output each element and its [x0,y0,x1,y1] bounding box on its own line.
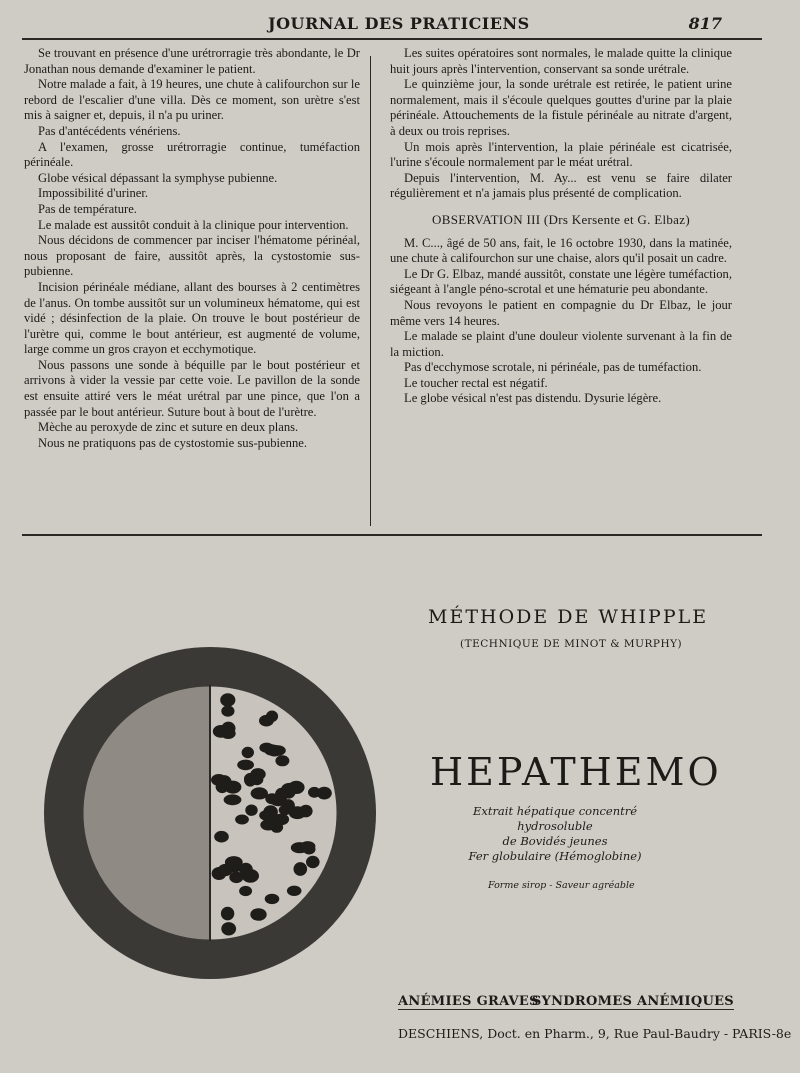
ad-subtitle: (TECHNIQUE DE MINOT & MURPHY) [460,638,683,650]
paragraph: Le quinzième jour, la sonde urétrale est retirée, le patient urine normalement, mais il s'écoule quelques gouttes d'urine par la plaie périnéale. Attouchements de la fistule périnéale au nitrate d'argent, à deux ou trois reprises. [390,77,732,138]
blood-cell [224,794,242,805]
blood-cell [239,886,252,896]
running-head: JOURNAL DES PRATICIENS [268,14,530,33]
blood-cell [308,787,321,798]
blood-cell [294,862,308,876]
indication-left: ANÉMIES GRAVES [398,994,539,1009]
article-end-rule [22,534,762,536]
paragraph: Pas de température. [38,201,137,216]
paragraph: Nous revoyons le patient en compagnie du Dr Elbaz, le jour même vers 14 heures. [390,297,732,328]
paragraph: Depuis l'intervention, M. Ay... est venu se faire dilater régulièrement et n'a jamais plus présenté de complication. [390,170,732,201]
paragraph: Pas d'ecchymose scrotale, ni périnéale, pas de tuméfaction. [404,360,702,375]
right-column [390,46,732,407]
blood-cell [287,886,302,896]
paragraph: A l'examen, grosse urétrorragie continue, tuméfaction périnéale. [24,139,360,170]
blood-cell [250,908,266,921]
paragraph: Nous décidons de commencer par inciser l'hématome périnéal, nous proposant de faire, aussitôt après, la cystostomie sus-pubienne. [24,233,360,279]
paragraph: Incision périnéale médiane, allant des bourses à 2 centimètres de l'anus. On tombe aussitôt sur un volumineux hématome, qui est vidé ; désinfection de la plaie. On trouve le bout postérieur de l'urètre qui, comme le bout antérieur, est augmenté de volume, large comme un gros crayon et ecchymotique. [24,279,360,357]
blood-cell [306,856,320,868]
blood-cell [300,841,315,851]
blood-cell [224,781,241,794]
paragraph: M. C..., âgé de 50 ans, fait, le 16 octobre 1930, dans la matinée, une chute à califourchon sur une chaise, alors qu'il posait un cadre. [390,235,732,266]
paragraph: Nous ne pratiquons pas de cystostomie sus-pubienne. [38,435,307,450]
paragraph: Se trouvant en présence d'une urétrorragie très abondante, le Dr Jonathan nous demande d'examiner le patient. [24,46,360,76]
blood-cell [270,793,287,806]
blood-cell [274,814,290,826]
page-number: 817 [688,14,722,33]
blood-cell [251,787,268,799]
blood-cell [235,815,249,825]
ad-description [440,804,670,864]
paragraph: Le toucher rectal est négatif. [404,375,548,390]
blood-cell [221,722,235,736]
ad-address: DESCHIENS, Doct. en Pharm., 9, Rue Paul-Baudry - PARIS-8e [398,1026,792,1041]
page-header [0,14,800,36]
ad-form: Forme sirop - Saveur agréable [488,880,635,891]
paragraph: Notre malade a fait, à 19 heures, une chute à califourchon sur le rebord de l'escalier d'une villa. Dès ce moment, son urètre s'est mis à saigner et, depuis, il n'a pu uriner. [24,77,360,123]
blood-cell [259,715,274,727]
blood-cell [220,693,235,706]
blood-cell [259,743,273,753]
blood-cell [281,783,298,794]
ad-description-line: Extrait hépatique concentré hydrosoluble [472,804,638,833]
blood-cell [275,755,289,766]
ad-title: MÉTHODE DE WHIPPLE [428,606,709,628]
blood-cell [242,747,254,758]
paragraph: Pas d'antécédents vénériens. [38,123,181,138]
paragraph: Le globe vésical n'est pas distendu. Dysurie légère. [404,391,662,406]
blood-cell [250,768,265,780]
header-rule [22,38,762,40]
paragraph: Un mois après l'intervention, la plaie périnéale est cicatrisée, l'urine s'écoule normalement par le méat urétral. [390,139,732,170]
indication-right: SYNDROMES ANÉMIQUES [531,994,734,1009]
blood-cell [214,831,229,843]
ad-description-line: de Bovidés jeunes [502,834,608,848]
paragraph: Le malade se plaint d'une douleur violente survenant à la fin de la miction. [390,329,732,359]
blood-cell [221,706,234,717]
blood-cells-microscope-illustration [42,645,378,981]
blood-cell [237,760,254,771]
ad-product-name: HEPATHEMO [430,750,722,794]
paragraph: Impossibilité d'uriner. [38,186,149,201]
paragraph: Les suites opératoires sont normales, le malade quitte la clinique huit jours après l'intervention, conservant sa sonde urétrale. [390,46,732,76]
paragraph: Le malade est aussitôt conduit à la clinique pour intervention. [38,217,349,232]
paragraph: Mèche au peroxyde de zinc et suture en deux plans. [38,420,299,435]
ad-description-line: Fer globulaire (Hémoglobine) [468,849,642,863]
column-divider [370,56,371,526]
paragraph: Le Dr G. Elbaz, mandé aussitôt, constate une légère tuméfaction, siégeant à l'angle péno-scrotal et une hématurie peu abondante. [390,266,732,297]
observation-heading: OBSERVATION III (Drs Kersente et G. Elbaz) [432,211,690,227]
blood-cell [299,805,312,818]
paragraph: Globe vésical dépassant la symphyse pubienne. [38,170,278,185]
left-column [24,46,360,451]
blood-cell [225,856,243,868]
blood-cell [221,922,236,935]
paragraph: Nous passons une sonde à béquille par le bout postérieur et arrivons à vider la vessie par cette voie. Le pavillon de la sonde est ensuite attiré vers le méat urétral par une pince, que l'on a passée par le bout antérieur. Suture bout à bout de l'urètre. [24,357,360,419]
blood-cell [221,907,234,921]
hepathemo-advertisement [0,560,800,1073]
blood-cell [245,805,257,816]
blood-cell [259,810,273,820]
blood-cell [265,894,280,904]
